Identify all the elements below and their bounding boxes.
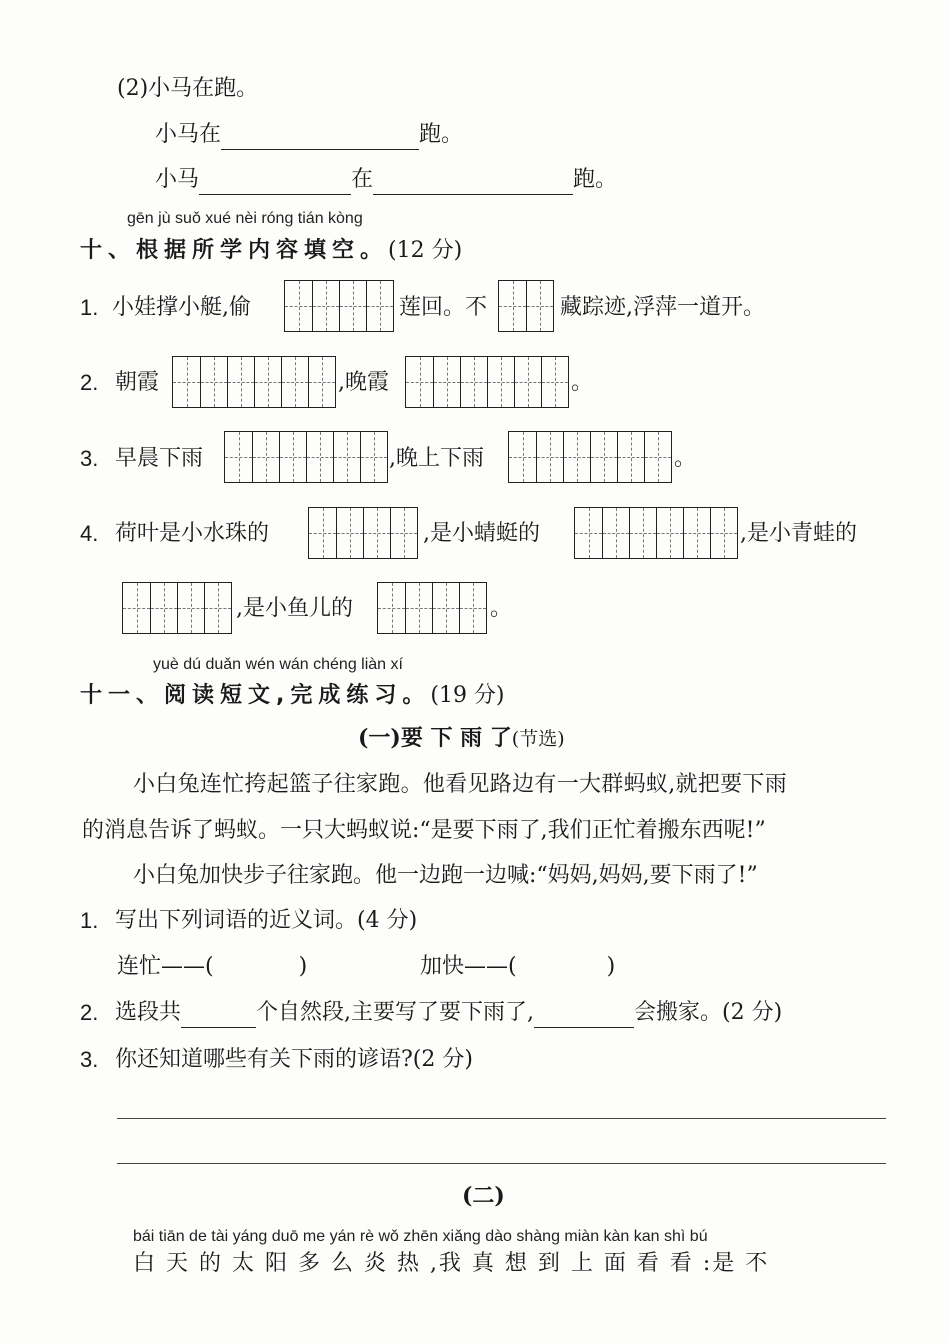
section10-pinyin: gēn jù suǒ xué nèi róng tián kòng	[127, 210, 363, 227]
section10-heading	[80, 233, 462, 266]
question-3: 你还知道哪些有关下雨的谚语?(2 分)	[115, 1047, 473, 1072]
answer-line[interactable]	[117, 1118, 886, 1119]
tian-grid-4[interactable]	[308, 507, 418, 559]
item1-text-c: 藏踪迹,浮萍一道开。	[560, 295, 765, 320]
line2-text-c: 跑。	[573, 167, 618, 192]
answer-blank[interactable]	[199, 168, 351, 195]
item3-text-a: 早晨下雨	[115, 446, 204, 471]
line2-text-a: 小马	[155, 167, 200, 192]
tian-grid-4[interactable]	[122, 582, 232, 634]
question-number: 2.	[80, 1000, 99, 1025]
item1-text-a: 小娃撑小艇,偷	[112, 295, 251, 320]
passage1-heading	[358, 723, 565, 753]
item-number: 3.	[80, 446, 99, 471]
q2-text-b: 个自然段,主要写了要下雨了,	[256, 1000, 535, 1025]
synonym-1-close: )	[298, 954, 308, 979]
question-number: 1.	[80, 908, 99, 933]
item4-text-c: ,是小青蛙的	[740, 521, 857, 546]
question-1: 写出下列词语的近义词。(4 分)	[115, 908, 418, 933]
passage2-text: 白 天 的 太 阳 多 么 炎 热 ,我 真 想 到 上 面 看 看 :是 不	[133, 1251, 770, 1276]
tian-grid-4[interactable]	[377, 582, 487, 634]
tian-grid-2[interactable]	[498, 280, 554, 332]
q9-item2-line1	[155, 120, 463, 150]
paragraph-line: 小白兔加快步子往家跑。他一边跑一边喊:“妈妈,妈妈,要下雨了!”	[133, 863, 758, 888]
passage2-title: (二)	[462, 1183, 505, 1209]
item4-text-a: 荷叶是小水珠的	[115, 521, 270, 546]
paragraph-line: 小白兔连忙挎起篮子往家跑。他看见路边有一大群蚂蚁,就把要下雨	[133, 772, 787, 797]
line1-text-a: 小马在	[155, 122, 222, 147]
answer-blank[interactable]	[534, 1001, 634, 1028]
item-number: 2.	[80, 370, 99, 395]
tian-grid-6[interactable]	[574, 507, 738, 559]
q9-item2-label: (2)小马在跑。	[117, 76, 259, 101]
section11-pinyin: yuè dú duǎn wén wán chéng liàn xí	[153, 656, 403, 673]
item4-text-b: ,是小蜻蜓的	[423, 521, 540, 546]
tian-grid-6[interactable]	[224, 431, 388, 483]
answer-blank[interactable]	[181, 1001, 256, 1028]
q2-text-a: 选段共	[115, 1000, 182, 1025]
synonym-1-label: 连忙——(	[117, 954, 214, 979]
synonym-2-label: 加快——(	[420, 954, 517, 979]
item-number: 1.	[80, 295, 99, 320]
answer-blank[interactable]	[373, 168, 573, 195]
passage1-note: (节选)	[511, 728, 565, 750]
item1-text-b: 莲回。不	[399, 295, 488, 320]
tian-grid-6[interactable]	[508, 431, 672, 483]
section11-heading	[80, 678, 505, 711]
item2-text-c: 。	[571, 370, 594, 395]
synonym-1	[117, 952, 307, 982]
q2-text-c: 会搬家。(2 分)	[634, 1000, 783, 1025]
tian-grid-6[interactable]	[405, 356, 569, 408]
section10-score: (12 分)	[388, 238, 463, 263]
section10-title: 十、根据所学内容填空。	[80, 238, 389, 263]
section11-score: (19 分)	[430, 683, 505, 708]
line1-text-b: 跑。	[419, 122, 464, 147]
synonym-2	[420, 952, 615, 982]
item-number: 4.	[80, 521, 99, 546]
passage2-pinyin: bái tiān de tài yáng duō me yán rè wǒ zhēn xiǎng dào shàng miàn kàn kan shì bú	[133, 1228, 708, 1245]
synonym-2-close: )	[606, 954, 616, 979]
answer-line[interactable]	[117, 1163, 886, 1164]
item2-text-a: 朝霞	[115, 370, 160, 395]
item2-text-b: ,晚霞	[338, 370, 389, 395]
passage1-title: (一)要 下 雨 了	[358, 725, 512, 751]
item3-text-c: 。	[674, 446, 697, 471]
tian-grid-6[interactable]	[172, 356, 336, 408]
item3-text-b: ,晚上下雨	[389, 446, 484, 471]
tian-grid-4[interactable]	[284, 280, 394, 332]
question-number: 3.	[80, 1047, 99, 1072]
line2-text-b: 在	[351, 167, 374, 192]
paragraph-line: 的消息告诉了蚂蚁。一只大蚂蚁说:“是要下雨了,我们正忙着搬东西呢!”	[82, 818, 766, 843]
item4-text-e: 。	[490, 596, 513, 621]
q9-item2-line2	[155, 165, 617, 195]
question-2	[115, 998, 782, 1028]
section11-title: 十一、阅读短文,完成练习。	[80, 683, 431, 708]
item4-text-d: ,是小鱼儿的	[236, 596, 353, 621]
answer-blank[interactable]	[221, 123, 419, 150]
